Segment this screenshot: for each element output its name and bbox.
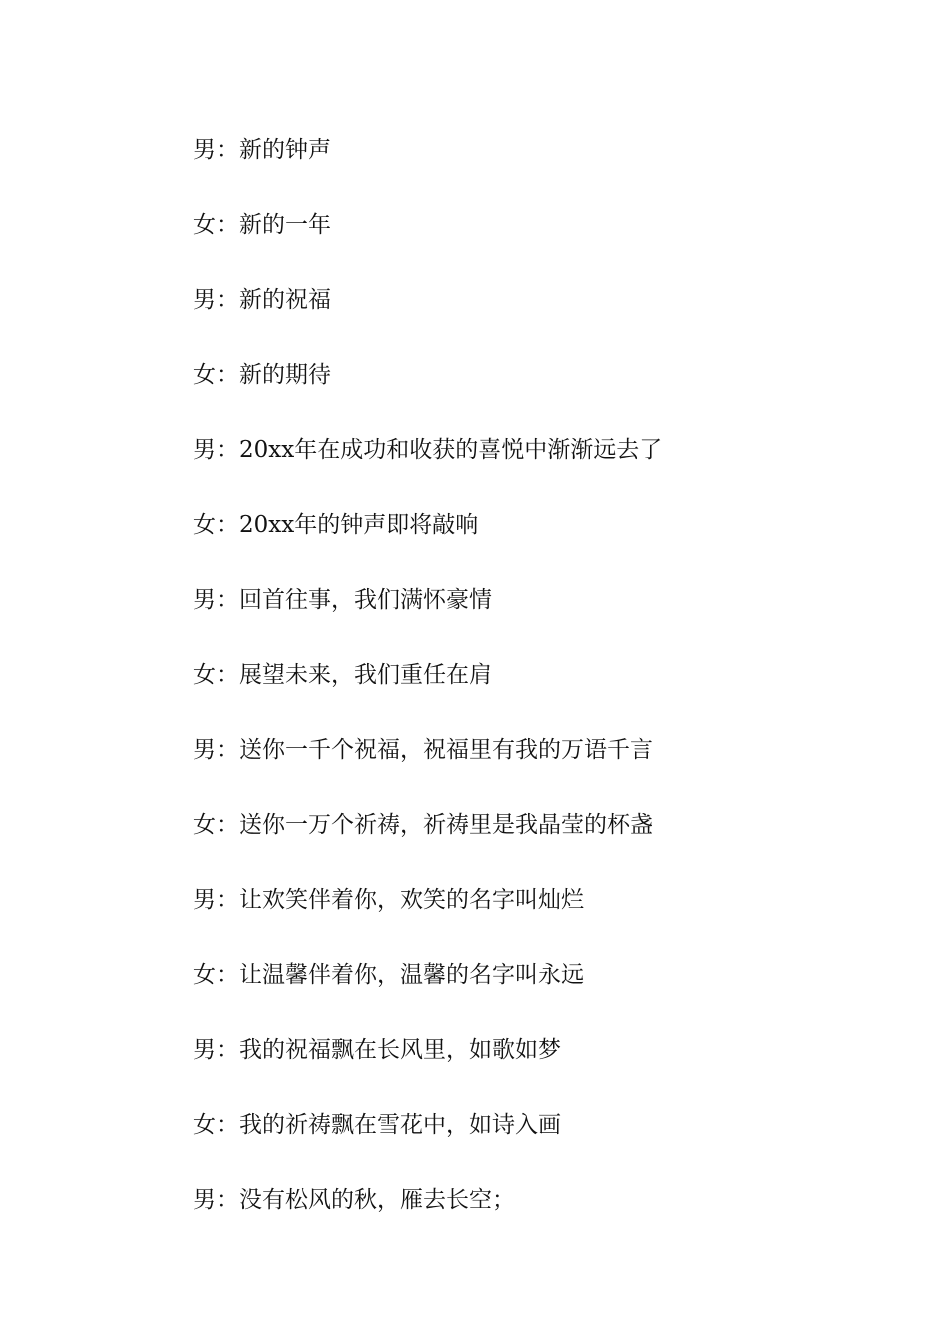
dialogue-line: 女：送你一万个祈祷，祈祷里是我晶莹的杯盏 [193, 812, 653, 838]
dialogue-line: 女：20xx年的钟声即将敲响 [193, 512, 479, 538]
dialogue-line: 女：让温馨伴着你，温馨的名字叫永远 [193, 962, 584, 988]
dialogue-line: 男：回首往事，我们满怀豪情 [193, 587, 492, 613]
dialogue-line: 男：让欢笑伴着你，欢笑的名字叫灿烂 [193, 887, 584, 913]
dialogue-line: 男：没有松风的秋，雁去长空； [193, 1187, 515, 1213]
dialogue-line: 女：我的祈祷飘在雪花中，如诗入画 [193, 1112, 561, 1138]
dialogue-lines [193, 132, 662, 1257]
dialogue-line: 男：新的钟声 [193, 137, 331, 163]
dialogue-line: 女：展望未来，我们重任在肩 [193, 662, 492, 688]
dialogue-line: 男：我的祝福飘在长风里，如歌如梦 [193, 1037, 561, 1063]
dialogue-line: 男：新的祝福 [193, 287, 331, 313]
dialogue-line: 男：20xx年在成功和收获的喜悦中渐渐远去了 [193, 437, 663, 463]
dialogue-line: 女：新的期待 [193, 362, 331, 388]
dialogue-line: 女：新的一年 [193, 212, 331, 238]
dialogue-line: 男：送你一千个祝福，祝福里有我的万语千言 [193, 737, 653, 763]
